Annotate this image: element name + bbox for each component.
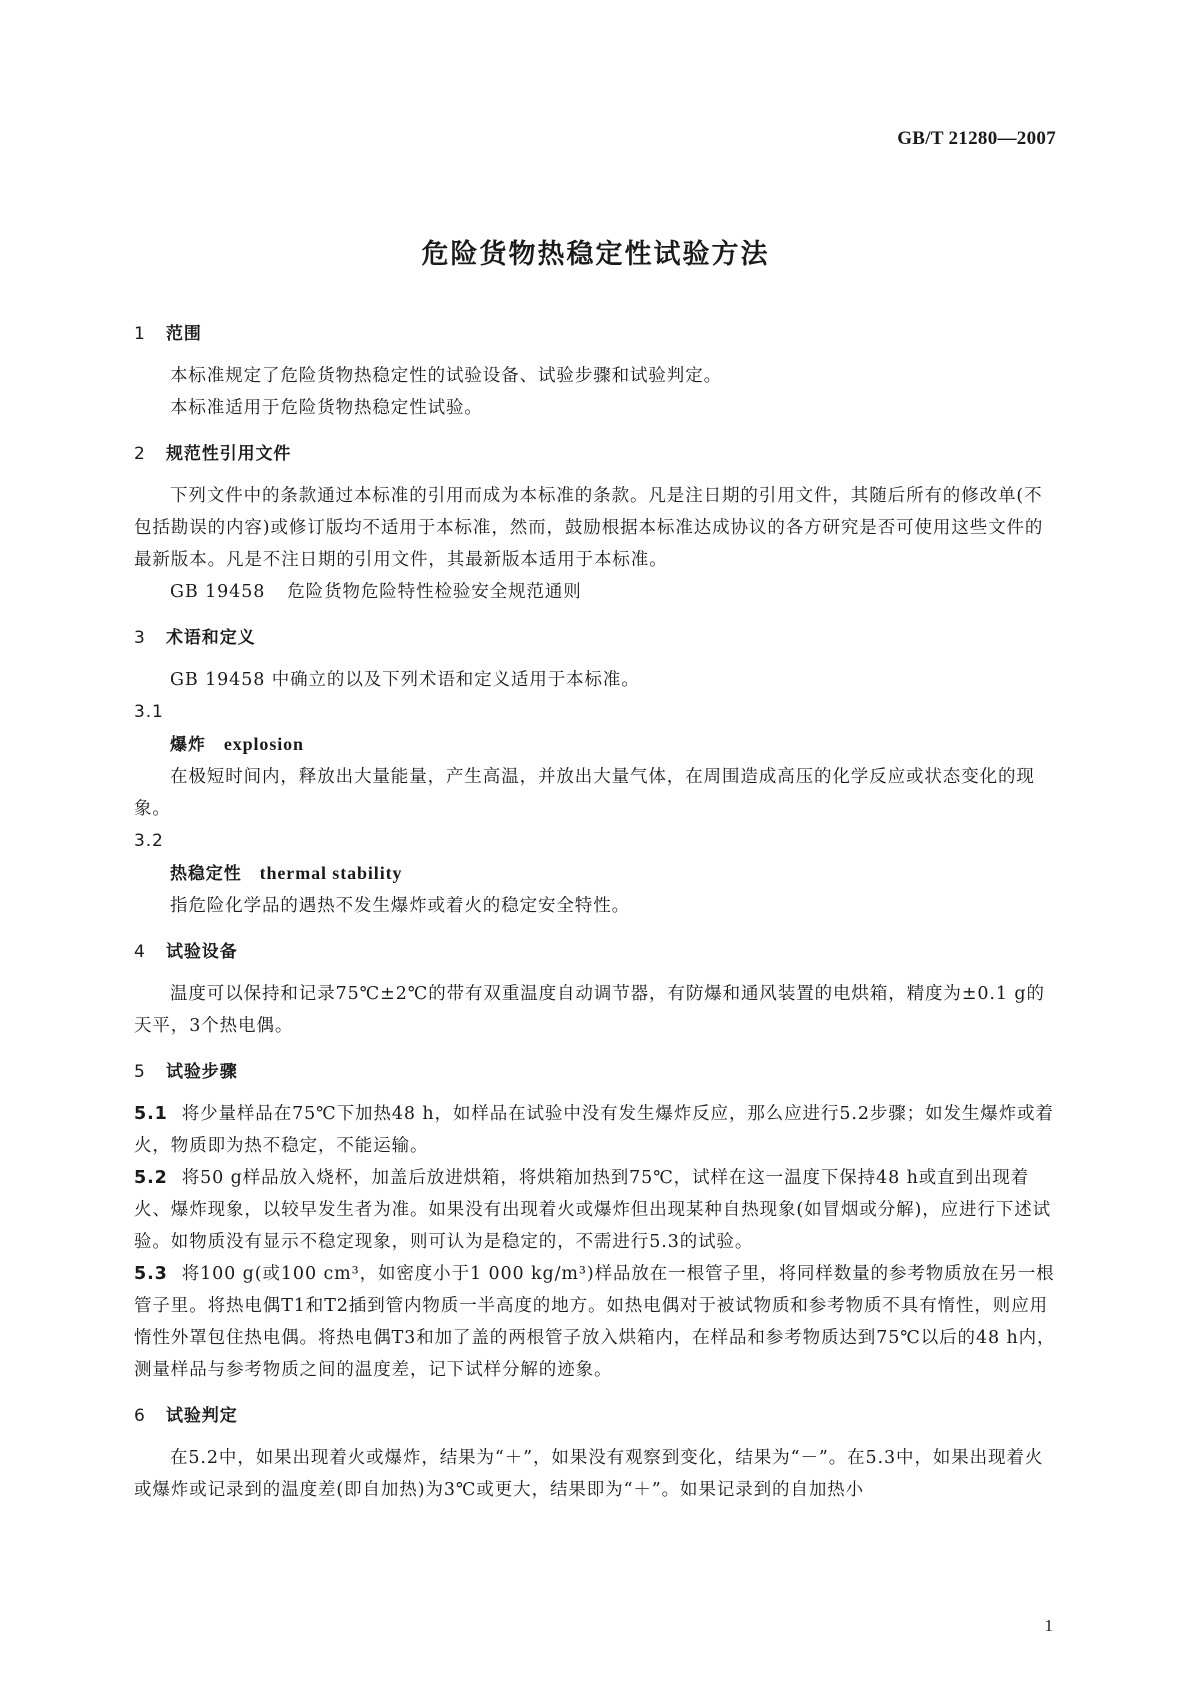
section-number: 6 xyxy=(134,1406,146,1426)
reference-code: GB 19458 xyxy=(170,582,266,602)
term-chinese: 热稳定性 xyxy=(170,864,242,884)
section-number: 3 xyxy=(134,628,146,648)
term-number: 3.2 xyxy=(134,831,164,851)
clause-number: 5.1 xyxy=(134,1104,168,1124)
paragraph: 下列文件中的条款通过本标准的引用而成为本标准的条款。凡是注日期的引用文件，其随后所有的修改单(不包括勘误的内容)或修订版均不适用于本标准，然而，鼓励根据本标准达成协议的各方研究是否可使用这些文件的最新版本。凡是不注日期的引用文件，其最新版本适用于本标准。 xyxy=(134,486,1044,570)
section-title: 试验步骤 xyxy=(166,1062,238,1082)
section-title: 试验判定 xyxy=(166,1406,238,1426)
term-chinese: 爆炸 xyxy=(170,735,206,755)
clause-number: 5.3 xyxy=(134,1264,168,1284)
term-entry xyxy=(134,728,1057,761)
reference-title: 危险货物危险特性检验安全规范通则 xyxy=(287,582,582,602)
section-title: 术语和定义 xyxy=(166,628,256,648)
section-heading-terms xyxy=(134,622,1057,654)
clause-text: 将50 g样品放入烧杯，加盖后放进烘箱，将烘箱加热到75℃，试样在这一温度下保持48 h或直到出现着火、爆炸现象，以较早发生者为准。如果没有出现着火或爆炸但出现某种自热现象(如冒烟或分解)，应进行下述试验。如物质没有显示不稳定现象，则可认为是稳定的，不需进行5.3的试验。 xyxy=(134,1168,1052,1252)
clause xyxy=(134,1162,1057,1258)
term-english: explosion xyxy=(223,734,304,754)
paragraph: 本标准规定了危险货物热稳定性的试验设备、试验步骤和试验判定。 xyxy=(170,366,722,386)
reference-entry xyxy=(134,576,1057,608)
document-body xyxy=(134,318,1057,1506)
paragraph: 本标准适用于危险货物热稳定性试验。 xyxy=(170,398,483,418)
page-number: 1 xyxy=(1044,1616,1053,1635)
section-heading-scope xyxy=(134,318,1057,350)
clause-text: 将少量样品在75℃下加热48 h，如样品在试验中没有发生爆炸反应，那么应进行5.2步骤；如发生爆炸或着火，物质即为热不稳定，不能运输。 xyxy=(134,1104,1054,1156)
standard-code: GB/T 21280—2007 xyxy=(897,128,1056,149)
section-title: 试验设备 xyxy=(166,942,238,962)
section-heading-normative-references xyxy=(134,438,1057,470)
paragraph: GB 19458 中确立的以及下列术语和定义适用于本标准。 xyxy=(170,670,640,690)
section-heading-evaluation xyxy=(134,1400,1057,1432)
document-title: 危险货物热稳定性试验方法 xyxy=(421,239,770,270)
clause-text: 将100 g(或100 cm³，如密度小于1 000 kg/m³)样品放在一根管子里，将同样数量的参考物质放在另一根管子里。将热电偶T1和T2插到管内物质一半高度的地方。如热电偶对于被试物质和参考物质不具有惰性，则应用惰性外罩包住热电偶。将热电偶T3和加了盖的两根管子放入烘箱内，在样品和参考物质达到75℃以后的48 h内，测量样品与参考物质之间的温度差，记下试样分解的迹象。 xyxy=(134,1264,1056,1380)
section-number: 4 xyxy=(134,942,146,962)
clause xyxy=(134,1258,1057,1386)
clause-number: 5.2 xyxy=(134,1168,168,1188)
section-heading-procedure xyxy=(134,1056,1057,1088)
term-definition: 在极短时间内，释放出大量能量，产生高温，并放出大量气体，在周围造成高压的化学反应或状态变化的现象。 xyxy=(134,767,1035,819)
section-number: 1 xyxy=(134,324,146,344)
term-number: 3.1 xyxy=(134,702,164,722)
term-entry xyxy=(134,857,1057,890)
section-title: 范围 xyxy=(166,324,202,344)
paragraph: 在5.2中，如果出现着火或爆炸，结果为“＋”，如果没有观察到变化，结果为“－”。在5.3中，如果出现着火或爆炸或记录到的温度差(即自加热)为3℃或更大，结果即为“＋”。如果记录到的自加热小 xyxy=(134,1448,1044,1500)
clause xyxy=(134,1098,1057,1162)
section-number: 5 xyxy=(134,1062,146,1082)
paragraph: 温度可以保持和记录75℃±2℃的带有双重温度自动调节器，有防爆和通风装置的电烘箱，精度为±0.1 g的天平，3个热电偶。 xyxy=(134,984,1045,1036)
section-heading-apparatus xyxy=(134,936,1057,968)
section-number: 2 xyxy=(134,444,146,464)
section-title: 规范性引用文件 xyxy=(166,444,292,464)
term-english: thermal stability xyxy=(259,863,403,883)
term-definition: 指危险化学品的遇热不发生爆炸或着火的稳定安全特性。 xyxy=(170,896,630,916)
